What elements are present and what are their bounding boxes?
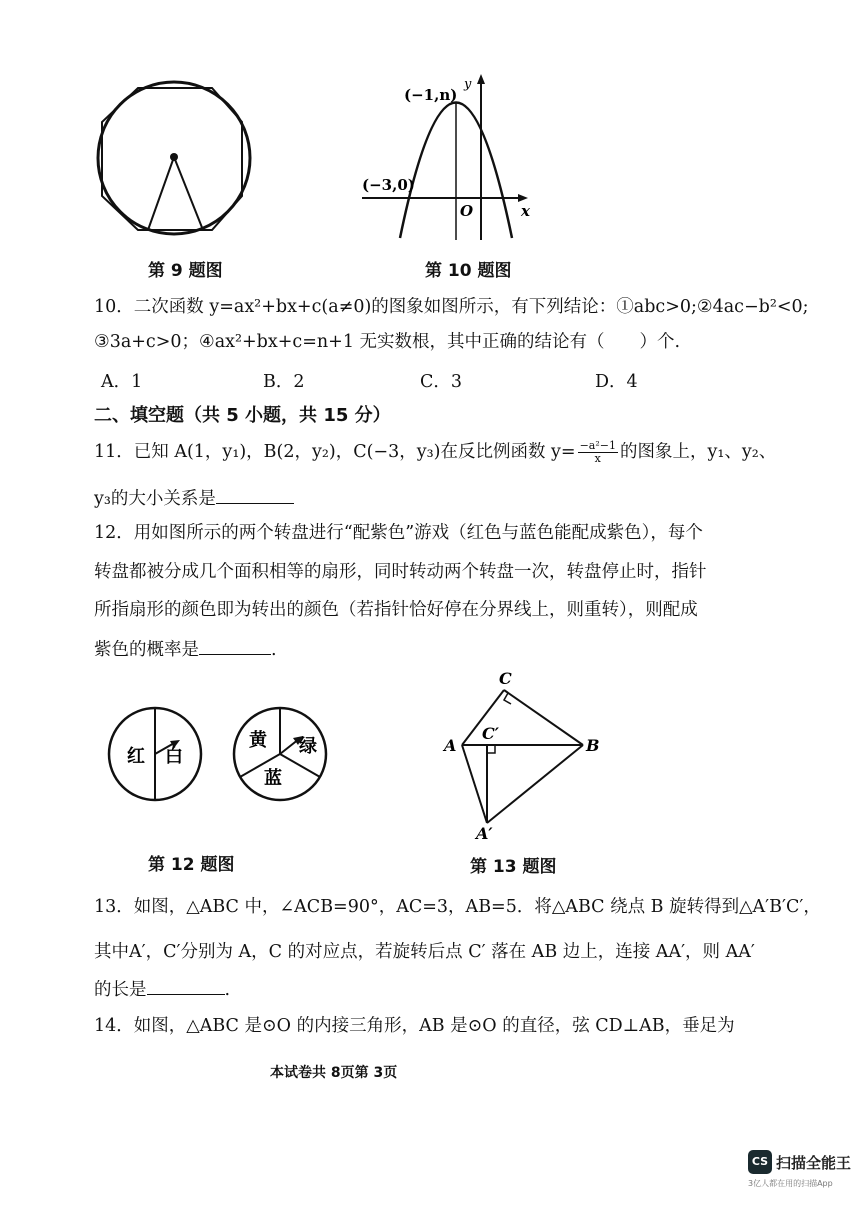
fig13-label-a: A bbox=[444, 736, 457, 755]
figure-13-diagram bbox=[440, 665, 610, 845]
question-11-text-start: 11．已知 A(1，y₁)，B(2，y₂)，C(−3，y₃)在反比例函数 y= bbox=[94, 442, 576, 462]
figure-10-diagram bbox=[360, 72, 540, 242]
question-10-option-b: B．2 bbox=[263, 372, 305, 392]
scanner-app-name: 扫描全能王 bbox=[776, 1154, 852, 1172]
figure-13-caption: 第 13 题图 bbox=[470, 857, 557, 877]
question-12-prompt: 紫色的概率是 bbox=[94, 640, 199, 660]
question-10-line-1: 10．二次函数 y=ax²+bx+c(a≠0)的图象如图所示，有下列结论：①abc>0;②4ac−b²<0; bbox=[94, 297, 809, 317]
scanner-tagline: 3亿人都在用的扫描App bbox=[748, 1179, 833, 1188]
scanner-logo-badge: CS bbox=[748, 1150, 772, 1174]
question-10-option-c: C．3 bbox=[420, 372, 463, 392]
fig10-x-label: x bbox=[521, 202, 530, 220]
question-11-prompt: y₃的大小关系是 bbox=[94, 489, 216, 509]
question-11-line-2 bbox=[94, 485, 294, 511]
page-footer: 本试卷共 8页第 3页 bbox=[270, 1065, 398, 1081]
figure-9-caption: 第 9 题图 bbox=[148, 261, 223, 281]
fig13-label-a-prime: A′ bbox=[476, 824, 493, 843]
question-11-line-1 bbox=[94, 440, 776, 465]
question-13-line-2: 其中A′，C′分别为 A，C 的对应点，若旋转后点 C′ 落在 AB 边上，连接 AA′，则 AA′ bbox=[94, 942, 755, 962]
question-12-line-3: 所指扇形的颜色即为转出的颜色（若指针恰好停在分界线上，则重转），则配成 bbox=[94, 600, 698, 620]
figure-12-diagram bbox=[100, 700, 340, 810]
question-11-fraction bbox=[578, 440, 618, 465]
fig10-origin-label: O bbox=[460, 202, 474, 220]
question-12-line-2: 转盘都被分成几个面积相等的扇形，同时转动两个转盘一次，转盘停止时，指针 bbox=[94, 562, 707, 582]
figure-10-caption: 第 10 题图 bbox=[425, 261, 512, 281]
fig13-label-c-prime: C′ bbox=[482, 724, 499, 743]
wheel-2-blue: 蓝 bbox=[264, 768, 282, 789]
section-2-heading: 二、填空题（共 5 小题，共 15 分） bbox=[94, 405, 391, 426]
question-14-line-1: 14．如图，△ABC 是⊙O 的内接三角形，AB 是⊙O 的直径，弦 CD⊥AB，垂足为 bbox=[94, 1016, 735, 1036]
question-12-line-4 bbox=[94, 636, 277, 662]
question-13-period: . bbox=[224, 980, 231, 1000]
question-12-line-1: 12．用如图所示的两个转盘进行“配紫色”游戏（红色与蓝色能配成紫色），每个 bbox=[94, 523, 703, 543]
wheel-1-red: 红 bbox=[127, 746, 145, 767]
fraction-denominator: x bbox=[594, 452, 601, 465]
fraction-numerator: −a²−1 bbox=[579, 439, 616, 452]
question-10-option-d: D．4 bbox=[595, 372, 638, 392]
fig10-root-label: (−3,0) bbox=[362, 176, 415, 194]
answer-blank-13[interactable] bbox=[147, 976, 225, 995]
scanner-watermark bbox=[748, 1150, 860, 1206]
fig13-label-b: B bbox=[586, 736, 600, 755]
figure-12-caption: 第 12 题图 bbox=[148, 855, 235, 875]
wheel-2-green: 绿 bbox=[299, 736, 317, 757]
fig10-vertex-label: (−1,n) bbox=[404, 86, 458, 104]
answer-blank-11[interactable] bbox=[216, 485, 294, 504]
question-12-period: . bbox=[271, 640, 277, 660]
wheel-1-white: 白 bbox=[165, 746, 183, 767]
question-13-prompt: 的长是 bbox=[94, 980, 147, 1000]
fig10-y-label: y bbox=[464, 77, 472, 92]
figure-9-diagram bbox=[90, 80, 260, 240]
question-10-line-2: ③3a+c>0；④ax²+bx+c=n+1 无实数根，其中正确的结论有（ ）个. bbox=[94, 332, 681, 352]
question-13-line-1: 13．如图，△ABC 中，∠ACB=90°，AC=3，AB=5．将△ABC 绕点 B 旋转得到△A′B′C′， bbox=[94, 897, 821, 917]
wheel-2-yellow: 黄 bbox=[249, 730, 267, 751]
answer-blank-12[interactable] bbox=[199, 636, 271, 655]
question-13-line-3 bbox=[94, 976, 230, 1002]
fig13-label-c: C bbox=[499, 669, 512, 688]
question-10-option-a: A．1 bbox=[101, 372, 143, 392]
question-11-text-end: 的图象上，y₁、y₂、 bbox=[619, 442, 777, 462]
